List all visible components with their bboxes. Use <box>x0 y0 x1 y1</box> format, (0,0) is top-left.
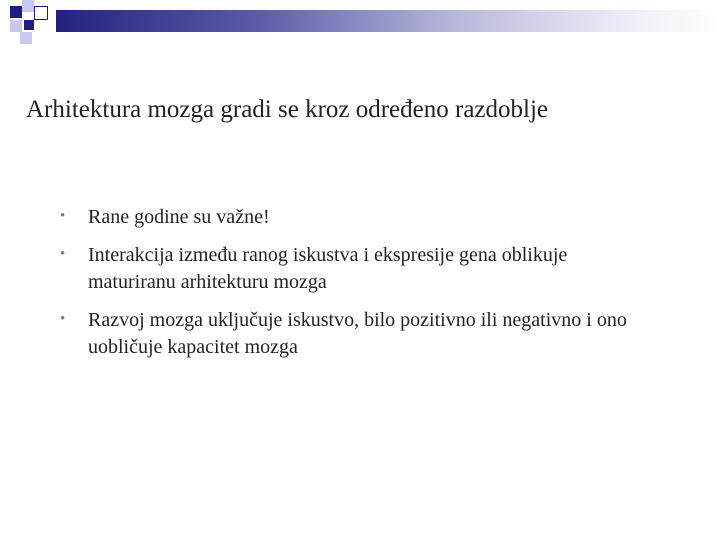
bullet-item <box>60 242 660 296</box>
bullet-text: Razvoj mozga uključuje iskustvo, bilo pozitivno ili negativno i ono uobličuje kapacitet mozga <box>88 309 627 358</box>
decor-square-navy <box>10 6 22 18</box>
bullet-item <box>60 307 660 361</box>
decor-square-outline <box>34 6 48 20</box>
header-gradient-bar <box>56 10 720 32</box>
bullet-dot-icon: • <box>60 246 66 262</box>
decor-square-lilac <box>20 32 32 44</box>
decor-square-navy <box>24 20 34 30</box>
decor-square-lilac <box>10 20 22 32</box>
bullet-item <box>60 204 660 231</box>
bullet-text: Interakcija između ranog iskustva i ekspresije gena oblikuje maturiranu arhitekturu mozga <box>88 244 568 293</box>
decor-square-lilac <box>22 0 34 12</box>
slide-title: Arhitektura mozga gradi se kroz određeno razdoblje <box>26 96 549 123</box>
bullet-list <box>60 204 660 372</box>
bullet-text: Rane godine su važne! <box>88 206 270 228</box>
bullet-dot-icon: • <box>60 311 66 327</box>
bullet-dot-icon: • <box>60 208 66 224</box>
